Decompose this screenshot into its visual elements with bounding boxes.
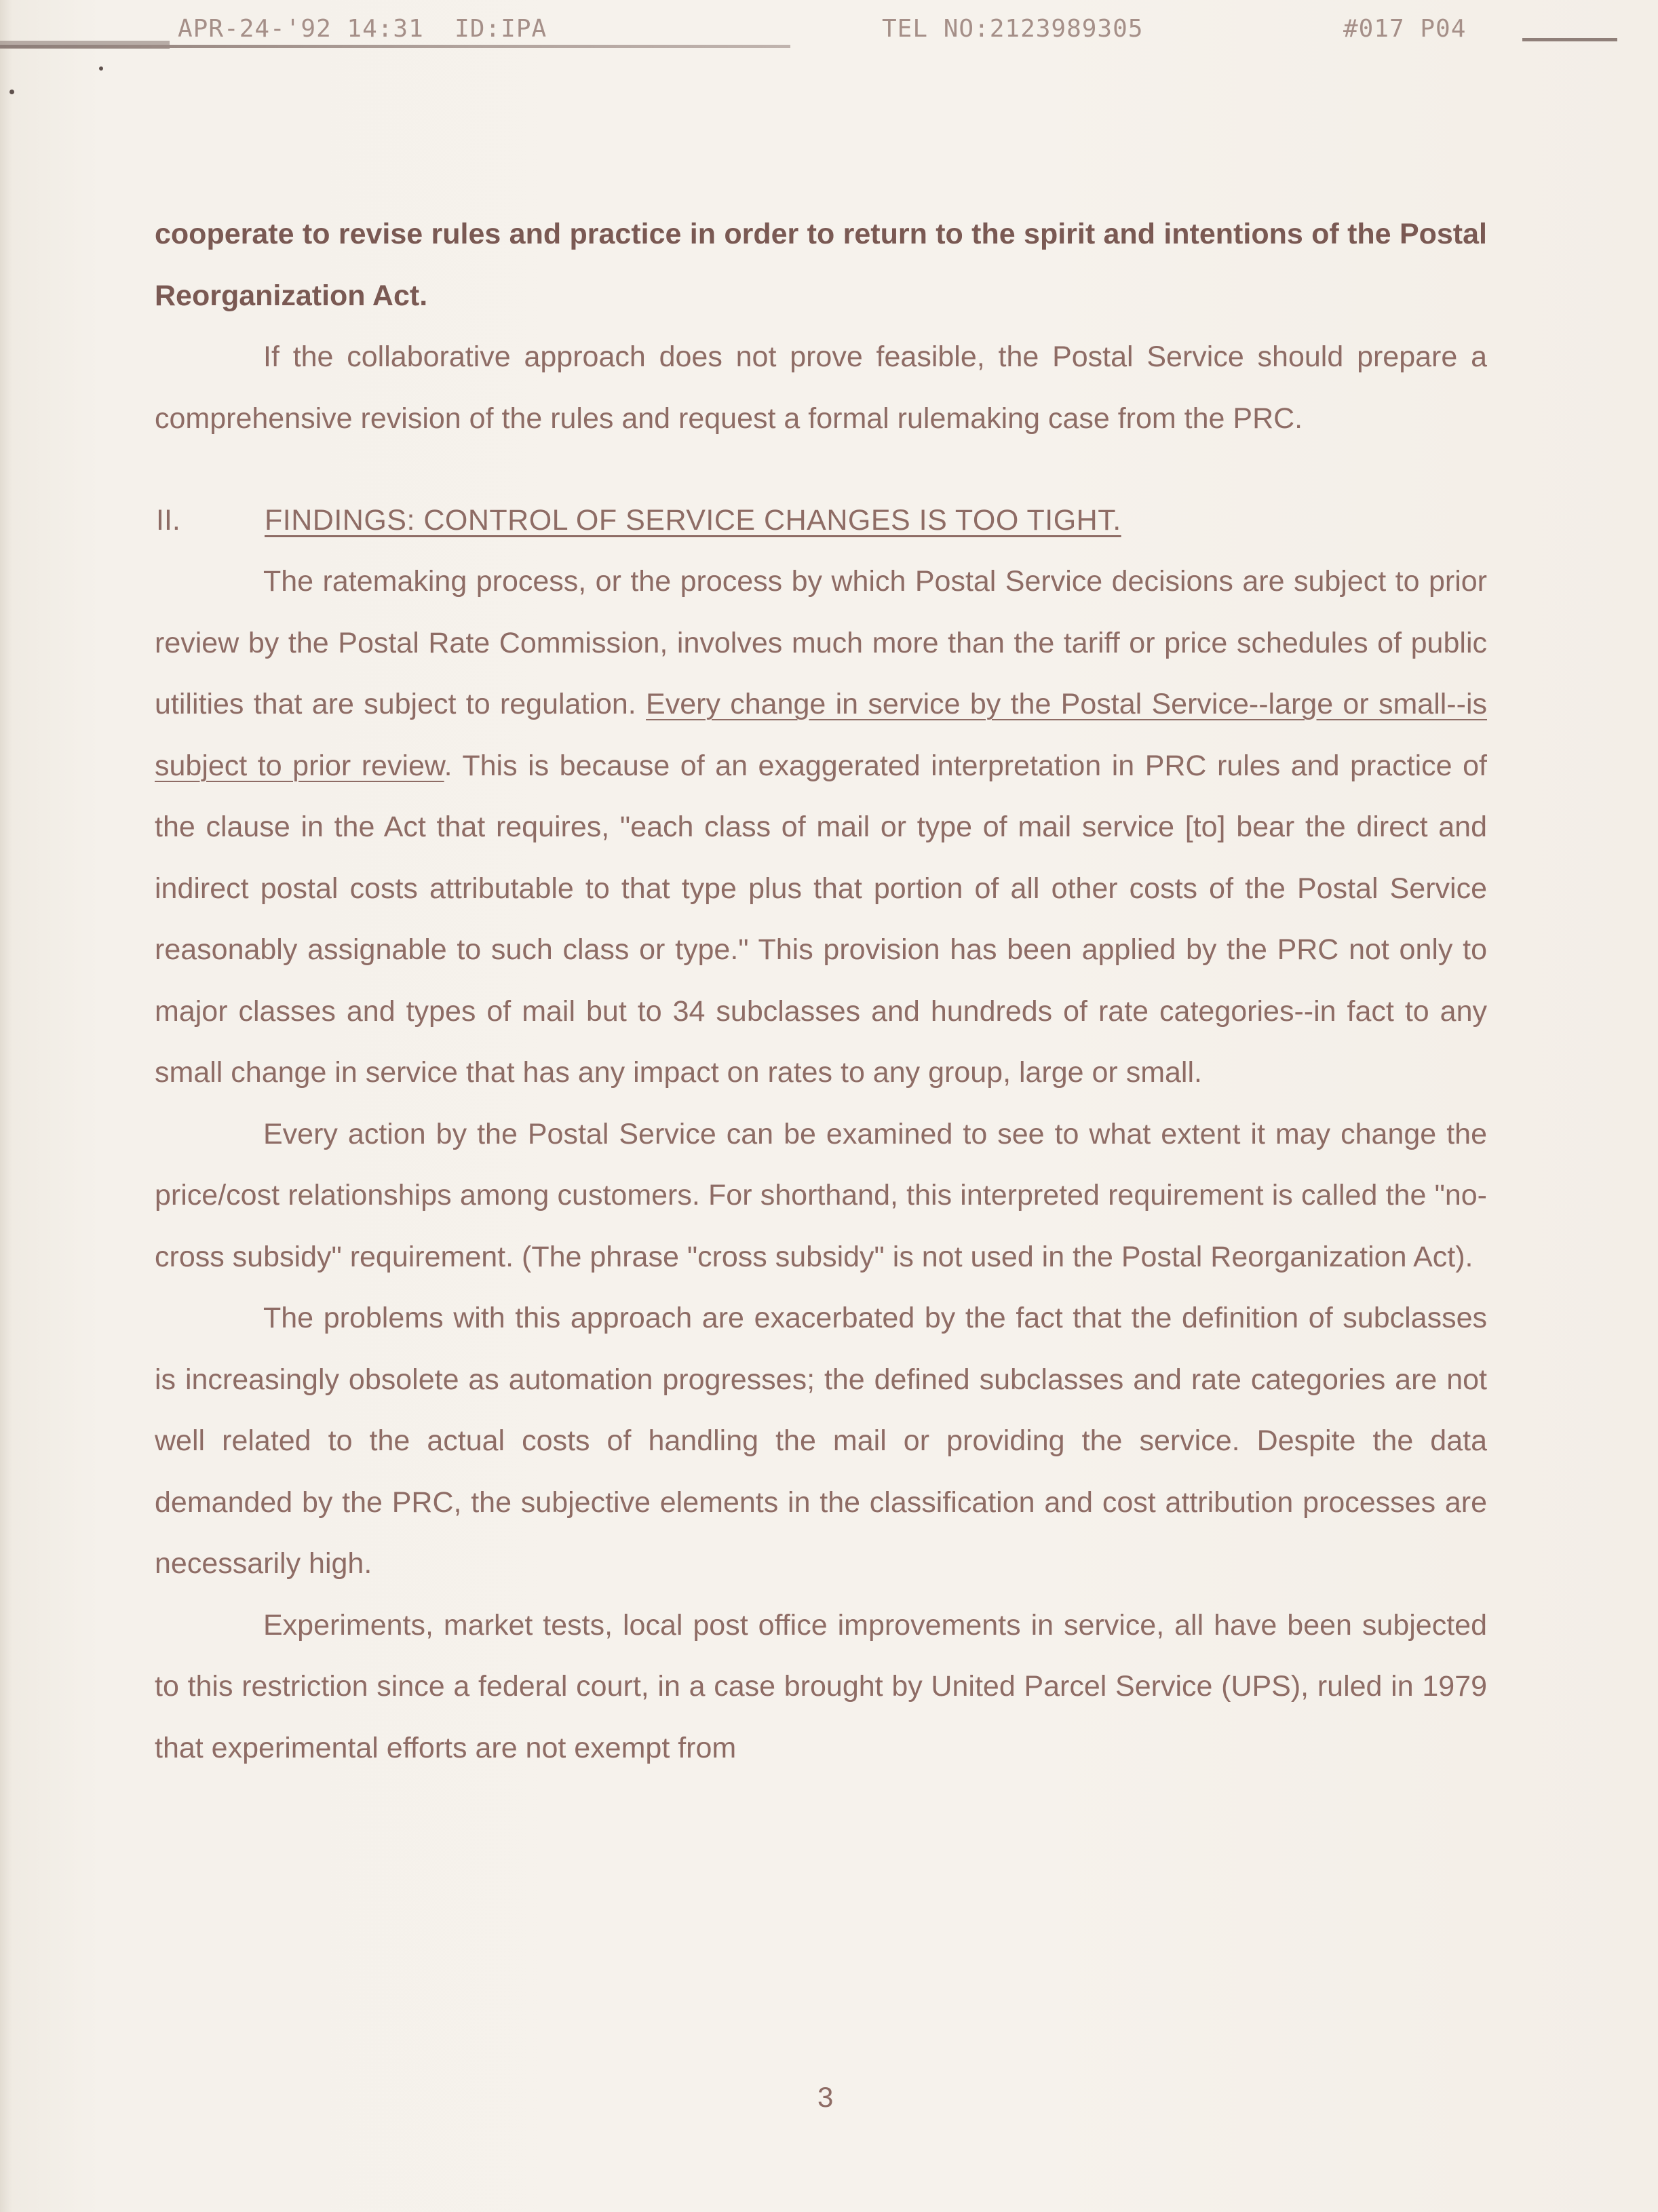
- page-edge-shadow: [0, 0, 12, 2212]
- paragraph-5: The problems with this approach are exacerbated by the fact that the definition of subclasses is increasingly obsolete as automation progresses; the defined subclasses and rate categories are not well related to the actual costs of handling the mail or providing the service. Despite the data demanded by the PRC, the subjective elements in the classification and cost attribution processes are necessarily high.: [155, 1302, 1487, 1580]
- section-heading: [155, 490, 1487, 551]
- fax-header: [0, 0, 1658, 54]
- paragraph-6: Experiments, market tests, local post office improvements in service, all have been subjected to this restriction since a federal court, in a case brought by United Parcel Service (UPS), ruled in 1979 that experimental efforts are not exempt from: [155, 1608, 1487, 1764]
- paragraph-4: Every action by the Postal Service can be examined to see to what extent it may change the price/cost relationships among customers. For shorthand, this interpreted requirement is called the "no-cross subsidy" requirement. (The phrase "cross subsidy" is not used in the Postal Reorganization Act).: [155, 1117, 1487, 1273]
- fax-header-rule: [0, 45, 790, 48]
- section-title: FINDINGS: CONTROL OF SERVICE CHANGES IS TOO TIGHT.: [265, 504, 1121, 537]
- body-text: [155, 203, 1487, 1779]
- paragraph-2: If the collaborative approach does not prove feasible, the Postal Service should prepare a comprehensive revision of the rules and request a formal rulemaking case from the PRC.: [155, 341, 1487, 435]
- paragraph-3-start: The ratemaking process, or the process by which Postal Service decisions are subject to prior review by the Postal Rate Commission, involves much more than the tariff or price schedules of public utilities that are subject to regulation.: [155, 565, 1487, 720]
- paragraph-3-end: . This is because of an exaggerated interpretation in PRC rules and practice of the clause in the Act that requires, "each class of mail or type of mail service [to] bear the direct and indirect postal costs attributable to that type plus that portion of all other costs of the Postal Service reasonably assignable to such class or type." This provision has been applied by the PRC not only to major classes and types of mail but to 34 subclasses and hundreds of rate categories--in fact to any small change in service that has any impact on rates to any group, large or small.: [155, 749, 1487, 1089]
- fax-telephone: TEL NO:2123989305: [882, 15, 1144, 43]
- paragraph-1: cooperate to revise rules and practice in order to return to the spirit and intentions of the Postal Reorganization Act.: [155, 218, 1487, 312]
- page-number: 3: [817, 2081, 834, 2113]
- fax-date-id: APR-24-'92 14:31 ID:IPA: [178, 15, 547, 43]
- section-number: II.: [156, 504, 180, 537]
- scan-speck: [9, 90, 14, 94]
- fax-header-rule-right: [1522, 38, 1617, 41]
- scan-speck: [99, 66, 103, 71]
- paragraph-3-emphasis: Every change in service by the Postal Service--large or small--is subject to prior review: [155, 688, 1487, 782]
- paragraph-3: [155, 551, 1487, 1104]
- fax-page-count: #017 P04: [1343, 15, 1467, 43]
